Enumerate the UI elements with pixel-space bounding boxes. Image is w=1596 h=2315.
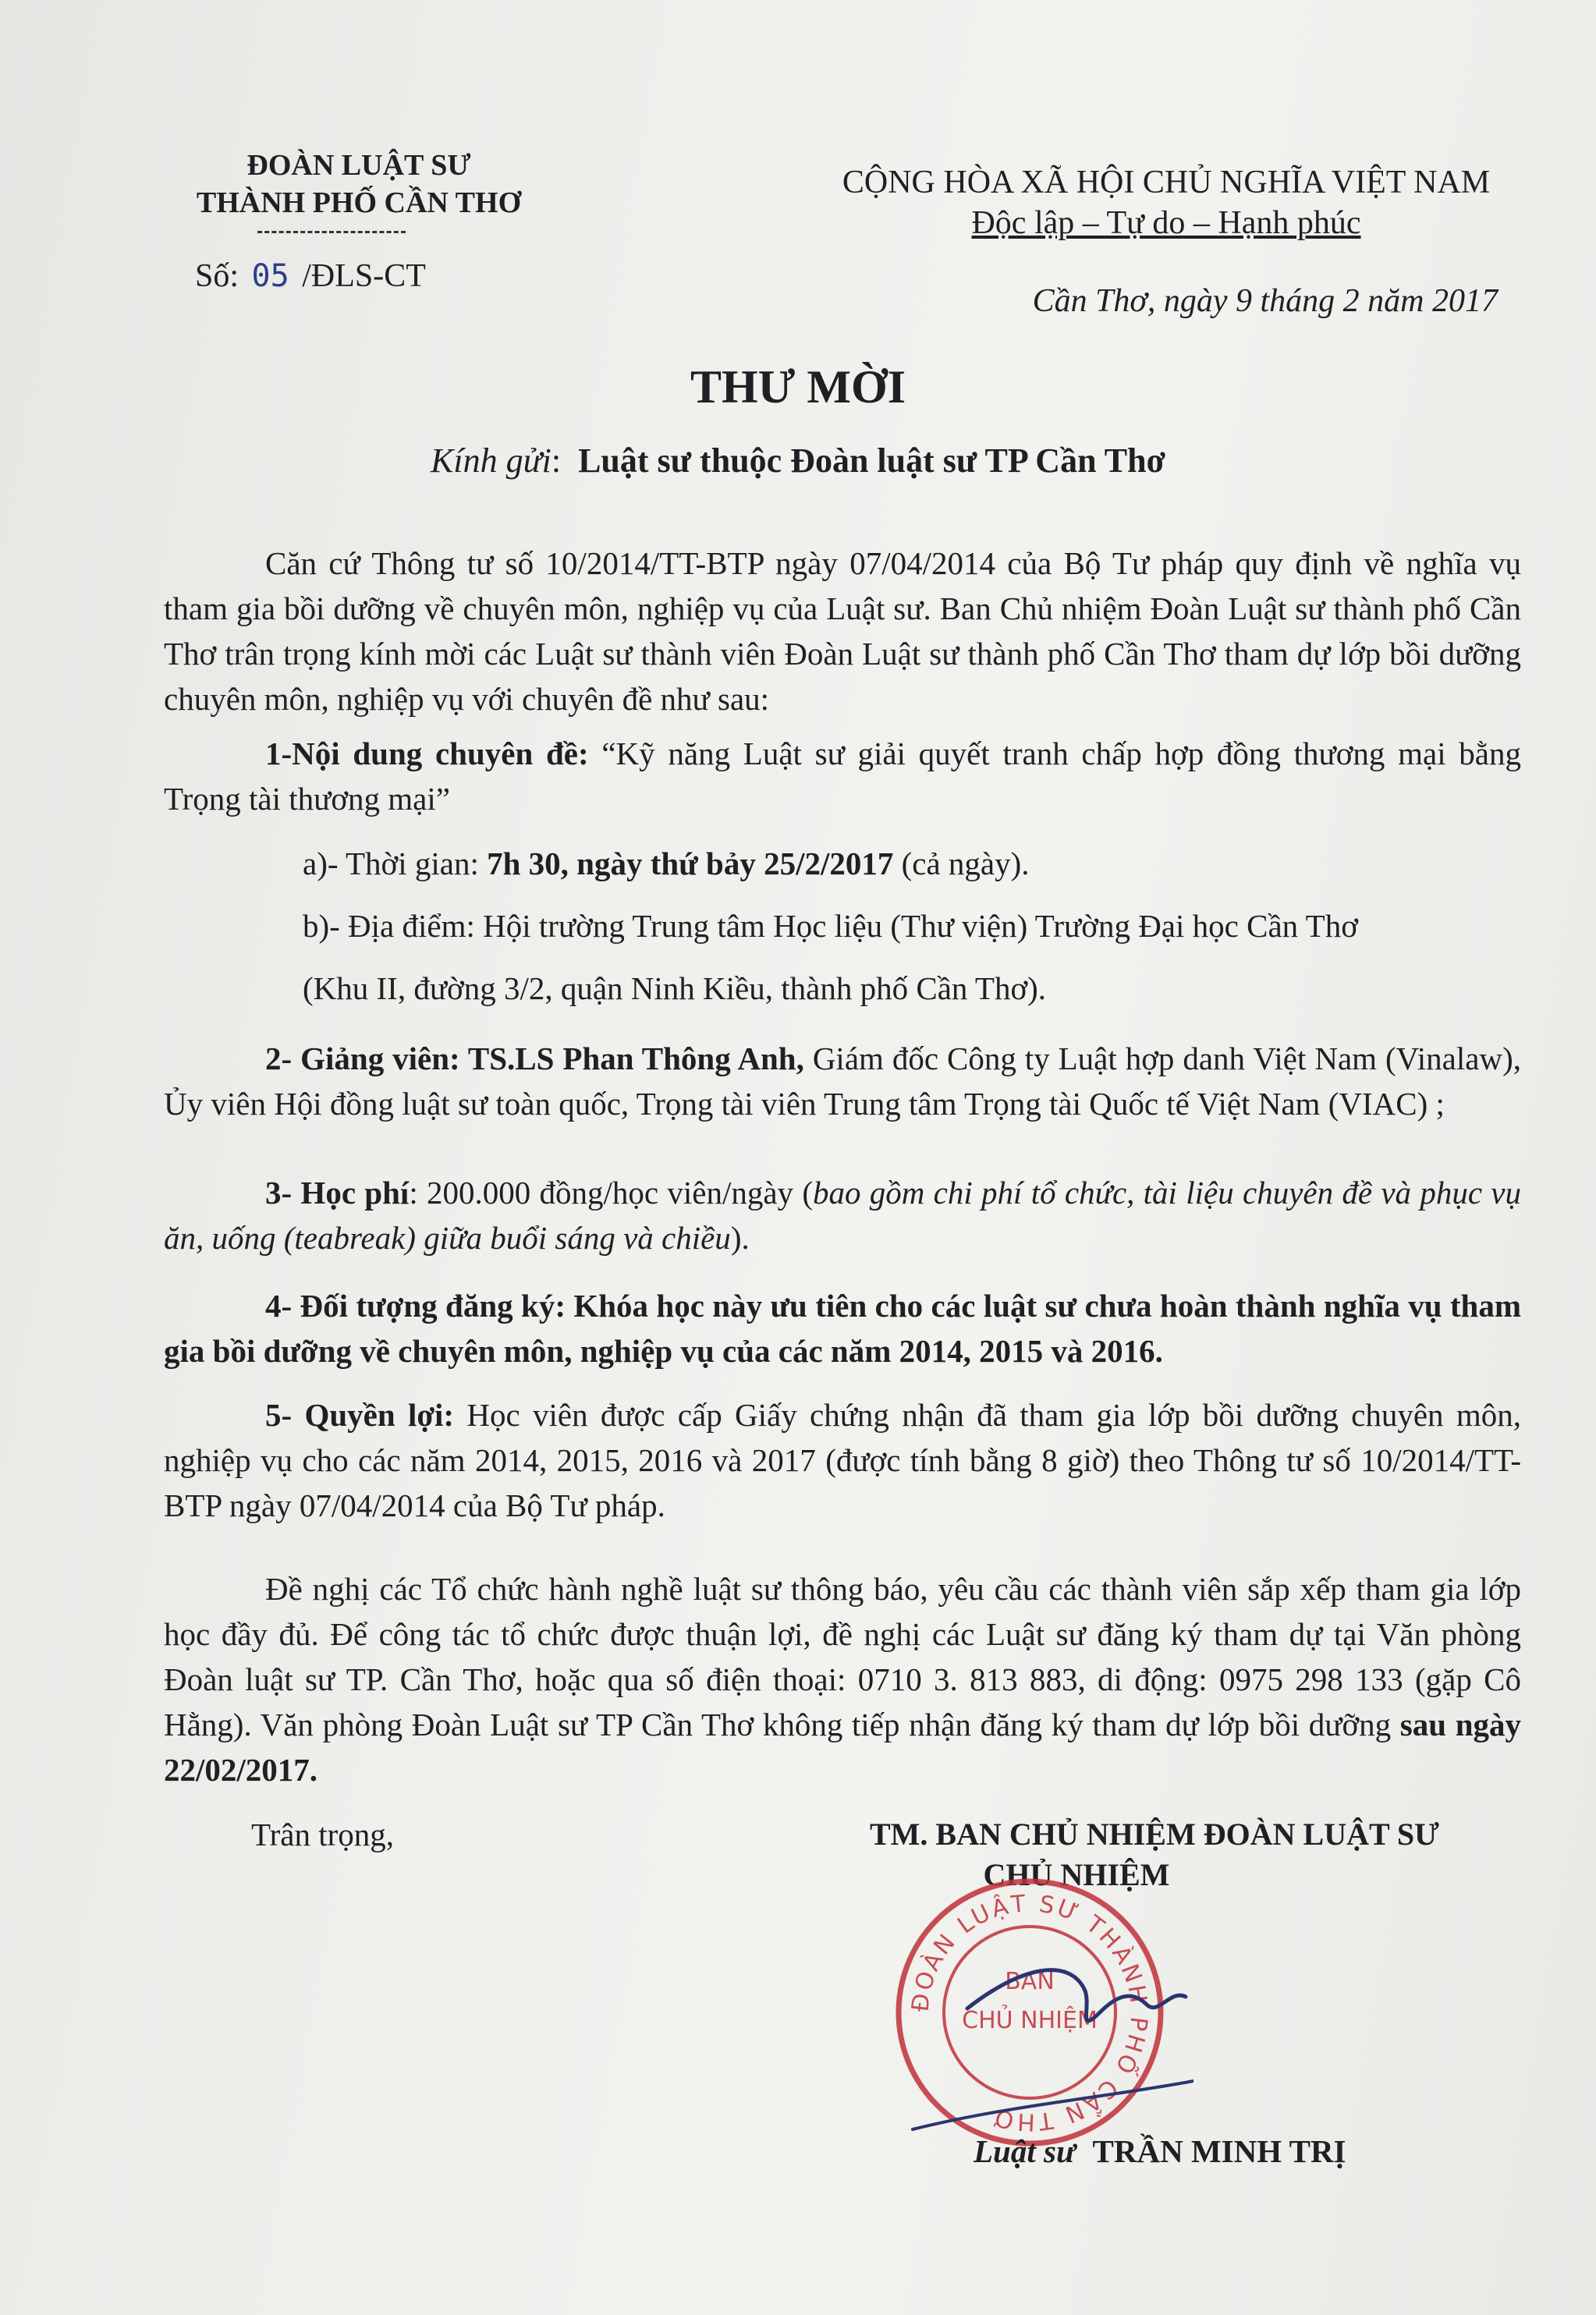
item1-label: 1-Nội dung chuyên đề: (265, 736, 589, 771)
so-suffix: /ĐLS-CT (302, 258, 426, 294)
document-number (195, 257, 426, 295)
signer (974, 2132, 1346, 2170)
item3-text: : 200.000 đồng/học viên/ngày ( (409, 1175, 813, 1211)
closing-deadline: sau ngày 22/02/2017. (164, 1707, 1522, 1788)
official-stamp (866, 1872, 1193, 2153)
recipient-line (0, 441, 1596, 480)
org-name-line2: THÀNH PHỐ CẦN THƠ (196, 186, 522, 219)
signer-name: TRẦN MINH TRỊ (1092, 2133, 1346, 2169)
item3-note: bao gồm chi phí tổ chức, tài liệu chuyên đề và phục vụ ăn, uống (teabreak) giữa buổi sáng và chiều (164, 1175, 1521, 1256)
item5-text: Học viên được cấp Giấy chứng nhận đã tham gia lớp bồi dưỡng chuyên môn, nghiệp vụ cho các năm 2014, 2015, 2016 và 2017 (được tính bằng 8 giờ) theo Thông tư số 10/2014/TT-BTP ngày 07/04/2014 của Bộ Tư pháp. (164, 1397, 1522, 1523)
item3-content (164, 1170, 1521, 1260)
org-name-line1: ĐOÀN LUẬT SƯ (246, 149, 471, 182)
item1-place-line2: (Khu II, đường 3/2, quận Ninh Kiều, thành phố Cần Thơ). (303, 970, 1047, 1006)
letter-title: THƯ MỜI (690, 361, 906, 413)
signer-role: Luật sư (974, 2133, 1076, 2169)
signature-role: CHỦ NHIỆM (983, 1857, 1170, 1892)
item1-time-value: 7h 30, ngày thứ bảy 25/2/2017 (487, 846, 894, 881)
stamp-center2: CHỦ NHIỆM (962, 2007, 1098, 2034)
org-divider (257, 231, 406, 233)
recipient-name: Luật sư thuộc Đoàn luật sư TP Cần Thơ (578, 441, 1165, 480)
item1-time-prefix: a)- Thời gian: (303, 846, 479, 881)
regards: Trân trọng, (251, 1817, 394, 1852)
republic-title: CỘNG HÒA XÃ HỘI CHỦ NGHĨA VIỆT NAM (842, 165, 1491, 200)
motto-text: Độc lập – Tự do – Hạnh phúc (971, 205, 1361, 241)
item1-text: “Kỹ năng Luật sư giải quyết tranh chấp hợp đồng thương mại bằng Trọng tài thương mại” (164, 736, 1522, 817)
so-label: Số: (195, 258, 239, 294)
item5-content (164, 1392, 1521, 1528)
item5-label: 5- Quyền lợi: (265, 1397, 455, 1433)
closing-paragraph (164, 1566, 1521, 1792)
item1-place-prefix: b)- Địa điểm: (303, 908, 475, 944)
stamp-center1: BAN (1005, 1968, 1055, 1995)
item1-time-suffix: (cả ngày). (901, 846, 1030, 881)
closing-text: Đề nghị các Tổ chức hành nghề luật sư thông báo, yêu cầu các thành viên sắp xếp tham gia lớp học đầy đủ. Để công tác tổ chức được thuận lợi, đề nghị các Luật sư đăng ký tham dự tại Văn phòng Đoàn luật sư TP. Cần Thơ, hoặc qua số điện thoại: 0710 3. 813 883, di động: 0975 298 133 (gặp Cô Hằng). Văn phòng Đoàn Luật sư TP Cần Thơ không tiếp nhận đăng ký tham dự lớp bồi dưỡng (164, 1571, 1521, 1742)
recipient-colon: : (551, 441, 579, 480)
signature-title: TM. BAN CHỦ NHIỆM ĐOÀN LUẬT SƯ (869, 1817, 1440, 1852)
so-number: 05 (251, 258, 289, 294)
issue-date: Cần Thơ, ngày 9 tháng 2 năm 2017 (1032, 283, 1498, 319)
item1-place-line1: Hội trường Trung tâm Học liệu (Thư viện) Trường Đại học Cần Thơ (483, 908, 1358, 944)
item4-content: 4- Đối tượng đăng ký: Khóa học này ưu tiên cho các luật sư chưa hoàn thành nghĩa vụ tham gia bồi dưỡng về chuyên môn, nghiệp vụ của các năm 2014, 2015 và 2016. (164, 1288, 1521, 1369)
item3-end: ). (730, 1220, 750, 1256)
item3-label: 3- Học phí (265, 1175, 410, 1211)
item1-place (303, 903, 1358, 948)
recipient-label: Kính gửi (431, 441, 552, 480)
stamp-ring-text: ĐOÀN LUẬT SƯ THÀNH PHỐ CẦN THƠ (906, 1890, 1153, 2136)
item1-content (164, 731, 1521, 821)
item2-label: 2- Giảng viên: TS.LS Phan Thông Anh, (265, 1041, 804, 1076)
item2-content (164, 1036, 1521, 1126)
intro-paragraph: Căn cứ Thông tư số 10/2014/TT-BTP ngày 07/04/2014 của Bộ Tư pháp quy định về nghĩa vụ tham gia bồi dưỡng về chuyên môn, nghiệp vụ của Luật sư. Ban Chủ nhiệm Đoàn Luật sư thành phố Cần Thơ trân trọng kính mời các Luật sư thành viên Đoàn Luật sư thành phố Cần Thơ tham dự lớp bồi dưỡng chuyên môn, nghiệp vụ với chuyên đề như sau: (164, 545, 1521, 717)
item1-time (303, 841, 1030, 886)
item2-text: Giám đốc Công ty Luật hợp danh Việt Nam (Vinalaw), Ủy viên Hội đồng luật sư toàn quốc, Trọng tài viên Trung tâm Trọng tài Quốc tế Việt Nam (VIAC) ; (164, 1041, 1521, 1122)
motto (827, 204, 1506, 242)
